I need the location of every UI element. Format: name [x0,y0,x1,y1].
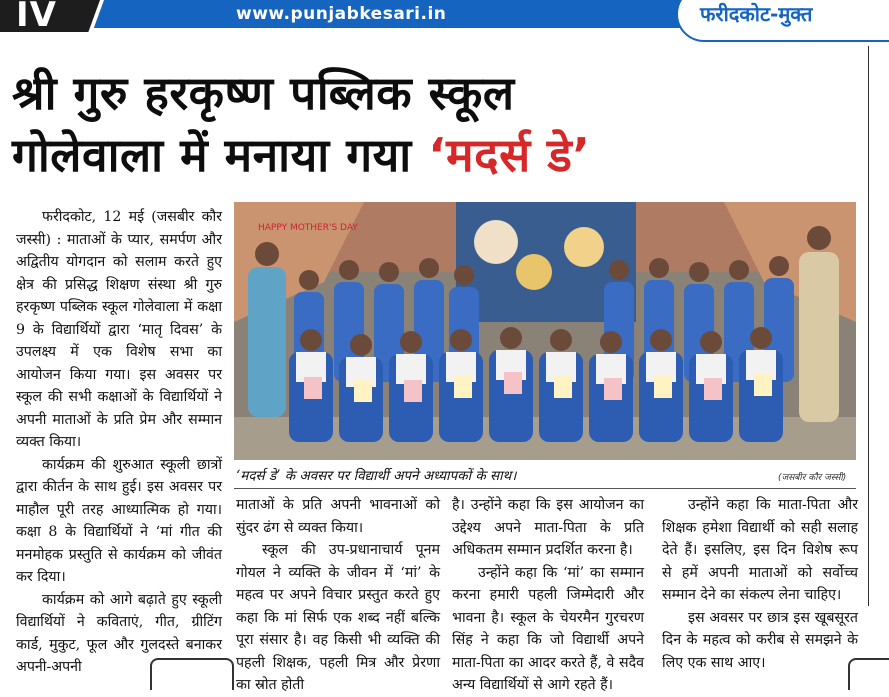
article-paragraph: उन्होंने कहा कि माता-पिता और शिक्षक हमेशा विद्यार्थी को सही सलाह देते हैं। इसलिए, इस दिन विशेष रूप से हमें अपनी माताओं को सर्वोच्च सम्मान देने का संकल्प लेना चाहिए। [662,497,858,603]
students-photo-illustration [234,202,856,460]
caption-rule [234,488,856,489]
article-column-3 [452,494,644,697]
article-paragraph: कार्यक्रम को आगे बढ़ाते हुए स्कूली विद्यार्थियों ने कविताएं, गीत, ग्रीटिंग कार्ड, मुकुट, फूल और गुलदस्ते बनाकर अपनी-अपनी [16,591,222,675]
edition-name: फरीदकोट-मुक्त [700,2,813,26]
headline-line-2-text: गोलेवाला में मनाया गया [12,128,429,182]
article-column-4 [662,494,858,674]
article-column-1 [16,206,222,679]
headline-highlight: ‘मदर्स डे’ [428,128,591,182]
page-edge-line [868,46,869,606]
article-paragraph: इस अवसर पर छात्र इस खूबसूरत दिन के महत्व को करीब से समझने के लिए एक साथ आए। [662,609,858,671]
board-text: HAPPY MOTHER'S DAY [258,223,358,233]
article-paragraph: है। उन्होंने कहा कि इस आयोजन का उद्देश्य अपने माता-पिता के प्रति अधिकतम सम्मान प्रदर्शित करना है। [452,497,644,558]
headline-line-1: श्री गुरु हरकृष्ण पब्लिक स्कूल [12,66,515,120]
headline [12,62,862,186]
news-photo [234,202,856,460]
article-column-2 [236,494,440,697]
article-paragraph: उन्होंने कहा कि ‘मां’ का सम्मान करना हमारी पहली जिम्मेदारी और भावना है। स्कूल के चेयरमैन गुरचरण सिंह ने कहा कि जो विद्यार्थी अपने माता-पिता का आदर करते हैं, वे सदैव अन्य विद्यार्थियों से आगे रहते हैं। [452,564,644,693]
website-url: www.punjabkesari.in [236,4,447,24]
article-paragraph: कार्यक्रम की शुरुआत स्कूली छात्रों द्वारा कीर्तन के साथ हुई। इस अवसर पर माहौल पूरी तरह आध्यात्मिक हो गया। कक्षा 8 के विद्यार्थियों ने ‘मां गीत की मनमोहक प्रस्तुति से कार्यक्रम को जीवंत कर दिया। [16,456,222,585]
article-paragraph: माताओं के प्रति अपनी भावनाओं को सुंदर ढंग से व्यक्त किया। [236,497,440,536]
photo-caption: ‘मदर्स डे’ के अवसर पर विद्यार्थी अपने अध्यापकों के साथ। [236,468,517,484]
photo-credit: (जसबीर कौर जस्सी) [778,473,847,483]
section-number: IV [16,0,57,35]
headline-line-2 [12,124,862,186]
article-paragraph: स्कूल की उप-प्रधानाचार्य पूनम गोयल ने व्यक्ति के जीवन में ‘मां’ के महत्व पर अपने विचार प्रस्तुत करते हुए कहा कि मां सिर्फ एक शब्द नहीं बल्कि पूरा संसार है। वह किसी भी व्यक्ति की पहली शिक्षक, पहली मित्र और प्रेरणा का स्रोत होती [236,542,440,693]
masthead [0,0,889,40]
article-paragraph: फरीदकोट, 12 मई (जसबीर कौर जस्सी) : माताओं के प्यार, समर्पण और अद्वितीय योगदान को सलाम करते हुए क्षेत्र की प्रसिद्ध शिक्षण संस्था श्री गुरु हरकृष्ण पब्लिक स्कूल गोलेवाला में कक्षा 9 के विद्यार्थियों द्वारा ‘मातृ दिवस’ के उपलक्ष्य में एक विशेष सभा का आयोजन किया गया। इस अवसर पर स्कूल की सभी कक्षाओं के विद्यार्थियों ने अपनी माताओं के प्रति प्रेम और सम्मान व्यक्त किया। [16,209,222,450]
crop-marker [150,658,234,690]
crop-marker [848,658,889,690]
